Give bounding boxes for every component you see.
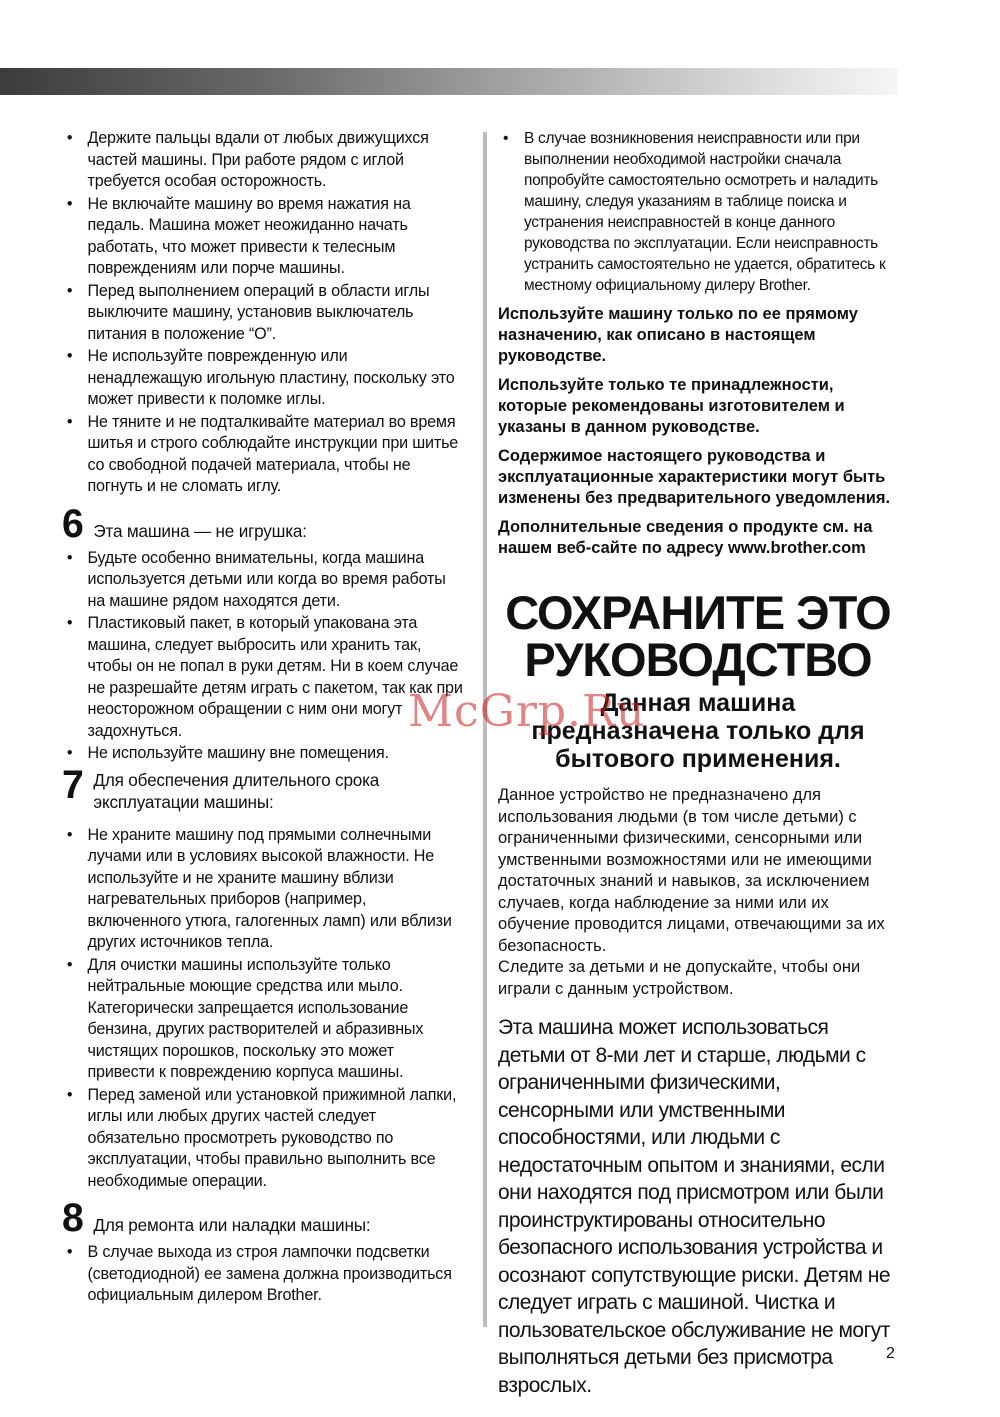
device-restriction-paragraph: Данное устройство не предназначено для использования людьми (в том числе детьми) с ограниченными физическими, сенсорными или умственными возможностями или не имеющими достаточных знаний и навыков, за исключением случаев, когда наблюдение за ними или их обучение проводится лицами, отвечающими за их безопасность. [498, 786, 885, 955]
save-manual-title [498, 586, 898, 686]
safety-bullets-top [62, 128, 464, 498]
notice-changes: Содержимое настоящего руководства и эксплуатационные характеристики могут быть изменены без предварительного уведомления. [498, 447, 891, 507]
section-6-heading [62, 501, 464, 546]
list-item: • Не используйте поврежденную или ненадлежащую игольную пластину, поскольку это может привести к поломке иглы. [62, 346, 464, 411]
list-item: • Перед выполнением операций в области иглы выключите машину, установив выключатель питания в положение “O”. [62, 281, 464, 346]
notice-accessories: Используйте только те принадлежности, которые рекомендованы изготовителем и указаны в данном руководстве. [498, 376, 845, 436]
header-gradient-bar [0, 68, 898, 95]
notice-intended-use: Используйте машину только по ее прямому назначению, как описано в настоящем руководстве. [498, 305, 858, 365]
list-item: • Для очистки машины используйте только нейтральные моющие средства или мыло. Категорически запрещается использование бензина, других растворителей и абразивных чистящих порошков, поскольку это может привести к повреждению корпуса машины. [62, 955, 464, 1084]
section-7-bullets [62, 825, 464, 1193]
section-number: 7 [62, 762, 84, 807]
page-number: 2 [886, 1345, 895, 1362]
list-item: • Держите пальцы вдали от любых движущихся частей машины. При работе рядом с иглой требуется особая осторожность. [62, 128, 464, 193]
troubleshooting-bullet [498, 128, 898, 296]
title-line: СОХРАНИТЕ ЭТО [505, 586, 891, 639]
section-title: Для обеспечения длительного срока эксплуатации машины: [93, 769, 380, 812]
section-title: Эта машина — не игрушка: [93, 520, 307, 541]
list-item: • Не тяните и не подталкивайте материал во время шитья и строго соблюдайте инструкции при шитье со свободной подачей материала, чтобы не погнуть и не сломать иглу. [62, 412, 464, 498]
list-item: • Не включайте машину во время нажатия на педаль. Машина может неожиданно начать работать, что может привести к телесным повреждениям или порче машины. [62, 194, 464, 280]
right-column [498, 128, 898, 1399]
section-6-bullets [62, 548, 464, 765]
left-column [62, 128, 464, 1308]
list-item: • Не храните машину под прямыми солнечными лучами или в условиях высокой влажности. Не используйте и не храните машину вблизи нагревательных приборов (например, включенного утюга, галогенных ламп) или вблизи других источников тепла. [62, 825, 464, 954]
subtitle-line: Данная машина [600, 689, 796, 717]
subtitle-line: предназначена только для [531, 717, 865, 745]
list-item: • Перед заменой или установкой прижимной лапки, иглы или любых других частей следует обязательно просмотреть руководство по эксплуатации, чтобы правильно выполнить все необходимые операции. [62, 1085, 464, 1193]
section-number: 6 [62, 501, 84, 546]
title-line: РУКОВОДСТВО [524, 633, 872, 686]
list-item: • Будьте особенно внимательны, когда машина используется детьми или когда во время работы на машине рядом находятся дети. [62, 548, 464, 613]
list-item: • Пластиковый пакет, в который упакована эта машина, следует выбросить или хранить так, чтобы он не попал в руки детям. Ни в коем случае не разрешайте детям играть с пакетом, так как при неосторожном обращении с ним они могут задохнуться. [62, 613, 464, 742]
section-7-heading [62, 762, 464, 813]
watermark: McGrp.Ru [408, 686, 646, 737]
children-supervision-paragraph: Следите за детьми и не допускайте, чтобы они играли с данным устройством. [498, 958, 861, 998]
notice-website: Дополнительные сведения о продукте см. на нашем веб-сайте по адресу www.brother.com [498, 518, 873, 557]
section-8-bullets [62, 1242, 464, 1307]
list-item: • Не используйте машину вне помещения. [62, 743, 464, 765]
section-8-heading [62, 1198, 464, 1238]
section-title: Для ремонта или наладки машины: [93, 1215, 371, 1235]
list-item: • В случае возникновения неисправности или при выполнении необходимой настройки сначала попробуйте самостоятельно осмотреть и наладить машину, следуя указаниям в таблице поиска и устранения неисправностей в конце данного руководства по эксплуатации. Если неисправность устранить самостоятельно не удается, обратитесь к местному официальному дилеру Brother. [498, 128, 898, 296]
list-item: • В случае выхода из строя лампочки подсветки (светодиодной) ее замена должна производиться официальным дилером Brother. [62, 1242, 464, 1307]
age-restriction-paragraph: Эта машина может использоваться детьми от 8-ми лет и старше, людьми с ограниченными физическими, сенсорными или умственными способностями, или людьми с недостаточным опытом и знаниями, если они находятся под присмотром или были проинструктированы относительно безопасного использования устройства и осознают сопутствующие риски. Детям не следует играть с машиной. Чистка и пользовательское обслуживание не могут выполняться детьми без присмотра взрослых. [498, 1016, 890, 1397]
section-number: 8 [62, 1196, 84, 1240]
subtitle-line: бытового применения. [555, 745, 841, 773]
